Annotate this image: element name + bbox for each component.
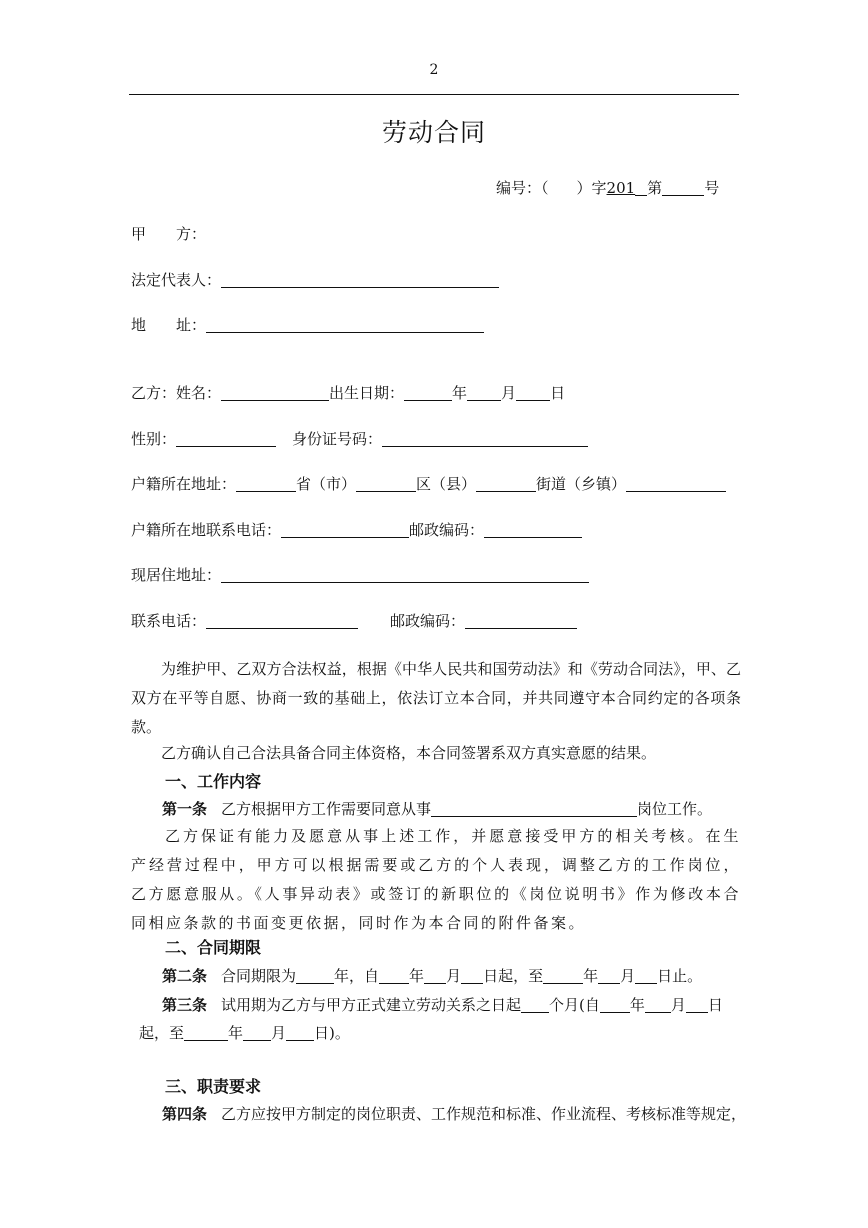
party-b-huji-address: 户籍所在地址： 省（市） 区（县） 街道（乡镇） (131, 473, 726, 494)
id-blank[interactable] (382, 431, 588, 447)
party-a-name: 甲 方： (131, 225, 207, 243)
section-2-title: 二、合同期限 (165, 938, 262, 957)
header-rule (129, 94, 739, 95)
party-b-current-address: 现居住地址： (131, 564, 589, 585)
preamble-paragraph: 为维护甲、乙双方合法权益，根据《中华人民共和国劳动法》和《劳动合同法》，甲、乙双方在平等自愿、协商一致的基础上，依法订立本合同，并共同遵守本合同约定的各项条款。 (131, 660, 741, 736)
article-3-line-2: 起，至 年 月 日)。 (139, 1024, 350, 1042)
party-a-address: 地 址： (131, 314, 484, 335)
gender-blank[interactable] (176, 431, 276, 447)
article-1: 第一条 乙方根据甲方工作需要同意从事 岗位工作。 (162, 800, 713, 818)
article-2: 第二条 合同期限为 年，自 年 月 日起，至 年 月 日止。 (162, 967, 703, 985)
confirm-paragraph: 乙方确认自己合法具备合同主体资格，本合同签署系双方真实意愿的结果。 (161, 744, 657, 762)
document-title: 劳动合同 (381, 118, 486, 147)
section-1-title: 一、工作内容 (165, 772, 262, 791)
party-b-gender-id: 性别： 身份证号码： (131, 428, 588, 449)
party-b-name-birth: 乙方：姓名： 出生日期： 年 月 日 (131, 384, 566, 402)
name-blank[interactable] (221, 385, 329, 401)
address-blank[interactable] (206, 317, 484, 333)
article-3: 第三条 试用期为乙方与甲方正式建立劳动关系之日起 个月(自 年 月 日 (162, 996, 723, 1014)
page-number: 2 (429, 62, 439, 78)
serial-number-line: 编号：（ ）字201 第 号 (496, 179, 720, 197)
article-4: 第四条 乙方应按甲方制定的岗位职责、工作规范和标准、作业流程、考核标准等规定， (162, 1105, 747, 1123)
party-b-huji-phone: 户籍所在地联系电话： 邮政编码： (131, 519, 582, 540)
party-b-phone: 联系电话： 邮政编码： (131, 610, 577, 631)
article-1-text: 乙方保证有能力及愿意从事上述工作，并愿意接受甲方的相关考核。在生产经营过程中，甲方可以根据需要或乙方的个人表现，调整乙方的工作岗位，乙方愿意服从。《人事异动表》或签订的新职位的《岗位说明书》作为修改本合同相应条款的书面变更依据，同时作为本合同的附件备案。 (131, 827, 741, 932)
section-3-title: 三、职责要求 (165, 1077, 262, 1096)
party-a-representative: 法定代表人： (131, 269, 499, 290)
representative-blank[interactable] (221, 272, 499, 288)
